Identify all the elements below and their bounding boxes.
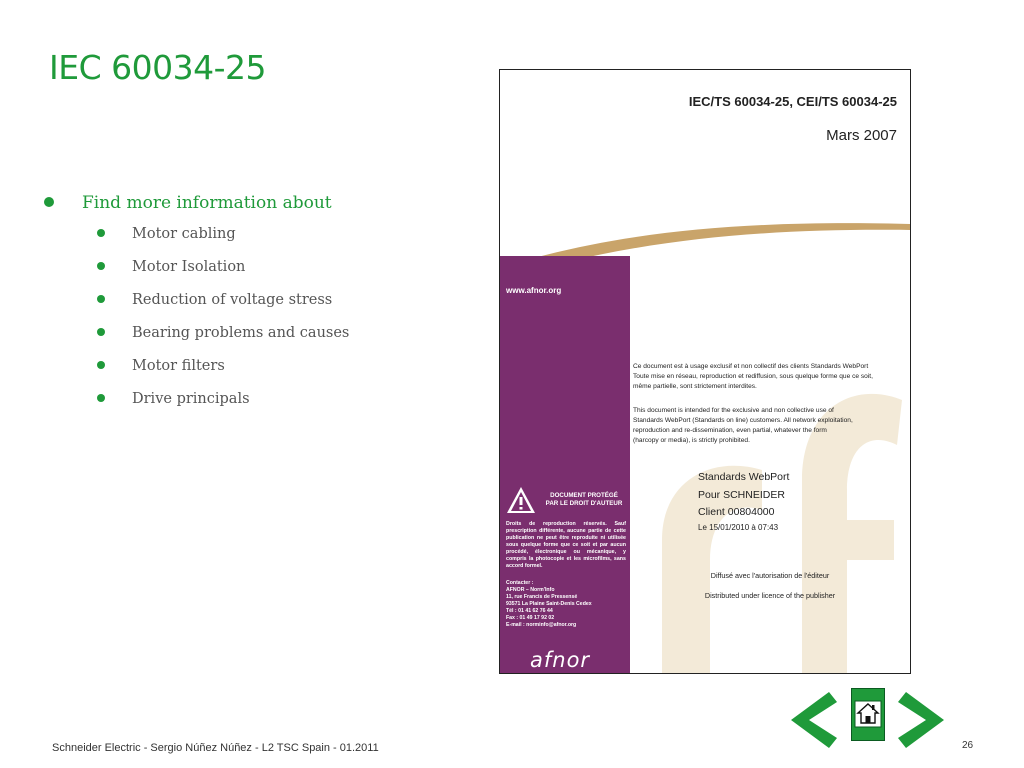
bullet-dot <box>97 361 105 369</box>
licensee-line: Pour SCHNEIDER <box>698 489 785 501</box>
sub-bullet-text: Bearing problems and causes <box>132 325 350 341</box>
bullet-dot <box>97 394 105 402</box>
rights-text: Droits de reproduction réservés. Sauf prescription différente, aucune partie de cette publication ne peut être reproduite ni utilisée sous quelque forme que ce soit et par aucun procédé, électronique ou mécanique, y compris la photocopie et les microfilms, sans accord formel. <box>506 521 626 569</box>
bullet-dot <box>44 197 54 207</box>
french-notice <box>633 362 903 392</box>
chevron-right-icon <box>898 690 948 750</box>
page-number: 26 <box>962 740 974 751</box>
bullet-dot <box>97 295 105 303</box>
license-date: Le 15/01/2010 à 07:43 <box>698 523 779 532</box>
contact-line: Contacter : <box>506 580 534 586</box>
notice-line: même partielle, sont strictement interdites. <box>633 383 757 390</box>
contact-line: E-mail : norminfo@afnor.org <box>506 622 577 628</box>
sub-bullet <box>44 258 464 291</box>
sub-bullet <box>44 225 464 258</box>
copyright-protection-box <box>506 486 624 519</box>
sub-bullet-text: Motor cabling <box>132 226 236 242</box>
contact-line: 93571 La Plaine Saint-Denis Cedex <box>506 601 592 607</box>
main-bullet-text: Find more information about <box>82 193 332 213</box>
slide-title: IEC 60034-25 <box>49 48 266 87</box>
sub-bullet-text: Motor Isolation <box>132 259 246 275</box>
home-button[interactable] <box>851 688 885 741</box>
next-slide-button[interactable] <box>898 690 948 750</box>
licensee-line: Standards WebPort <box>698 471 790 483</box>
previous-slide-button[interactable] <box>787 690 837 750</box>
contact-line: 11, rue Francis de Pressensé <box>506 594 578 600</box>
sub-bullet <box>44 357 464 390</box>
sub-bullet-text: Drive principals <box>132 391 250 407</box>
document-title: IEC/TS 60034-25, CEI/TS 60034-25 <box>688 94 897 109</box>
notice-line: Standards WebPort (Standards on line) customers. All network exploitation, <box>633 417 853 424</box>
bullet-list <box>44 193 464 423</box>
main-bullet <box>44 193 464 213</box>
notice-line: reproduction and re-dissemination, even partial, whatever the form <box>633 427 827 434</box>
document-date: Mars 2007 <box>826 127 897 144</box>
home-icon <box>852 689 884 740</box>
english-notice <box>633 406 903 446</box>
licensee-line: Client 00804000 <box>698 506 775 518</box>
sub-bullet <box>44 390 464 423</box>
contact-line: Tél : 01 41 62 76 44 <box>506 608 553 614</box>
afnor-logo: afnor <box>530 648 591 672</box>
protection-title-line: PAR LE DROIT D'AUTEUR <box>545 500 623 507</box>
contact-line: Fax : 01 49 17 92 02 <box>506 615 555 621</box>
distribution-fr: Diffusé avec l'autorisation de l'éditeur <box>710 571 830 580</box>
notice-line: (harcopy or media), is strictly prohibited. <box>633 437 750 444</box>
bullet-dot <box>97 328 105 336</box>
contact-line: AFNOR – Norm'Info <box>506 587 555 593</box>
protection-title <box>542 492 626 508</box>
notice-line: This document is intended for the exclusive and non collective use of <box>633 407 834 414</box>
warning-icon <box>506 486 536 514</box>
contact-block <box>506 580 626 629</box>
bullet-dot <box>97 229 105 237</box>
footer-text: Schneider Electric - Sergio Núñez Núñez - L2 TSC Spain - 01.2011 <box>52 742 379 754</box>
sub-bullet <box>44 291 464 324</box>
protection-title-line: DOCUMENT PROTÉGÉ <box>550 492 618 499</box>
notice-line: Ce document est à usage exclusif et non collectif des clients Standards WebPort <box>633 363 869 370</box>
sub-bullet-text: Reduction of voltage stress <box>132 292 333 308</box>
sub-bullet <box>44 324 464 357</box>
afnor-url: www.afnor.org <box>506 286 562 295</box>
standard-cover-image <box>499 69 911 674</box>
distribution-en: Distributed under licence of the publisher <box>704 591 836 600</box>
chevron-left-icon <box>787 690 837 750</box>
sub-bullet-text: Motor filters <box>132 358 225 374</box>
notice-line: Toute mise en réseau, reproduction et rediffusion, sous quelque forme que ce soit, <box>633 373 873 380</box>
bullet-dot <box>97 262 105 270</box>
